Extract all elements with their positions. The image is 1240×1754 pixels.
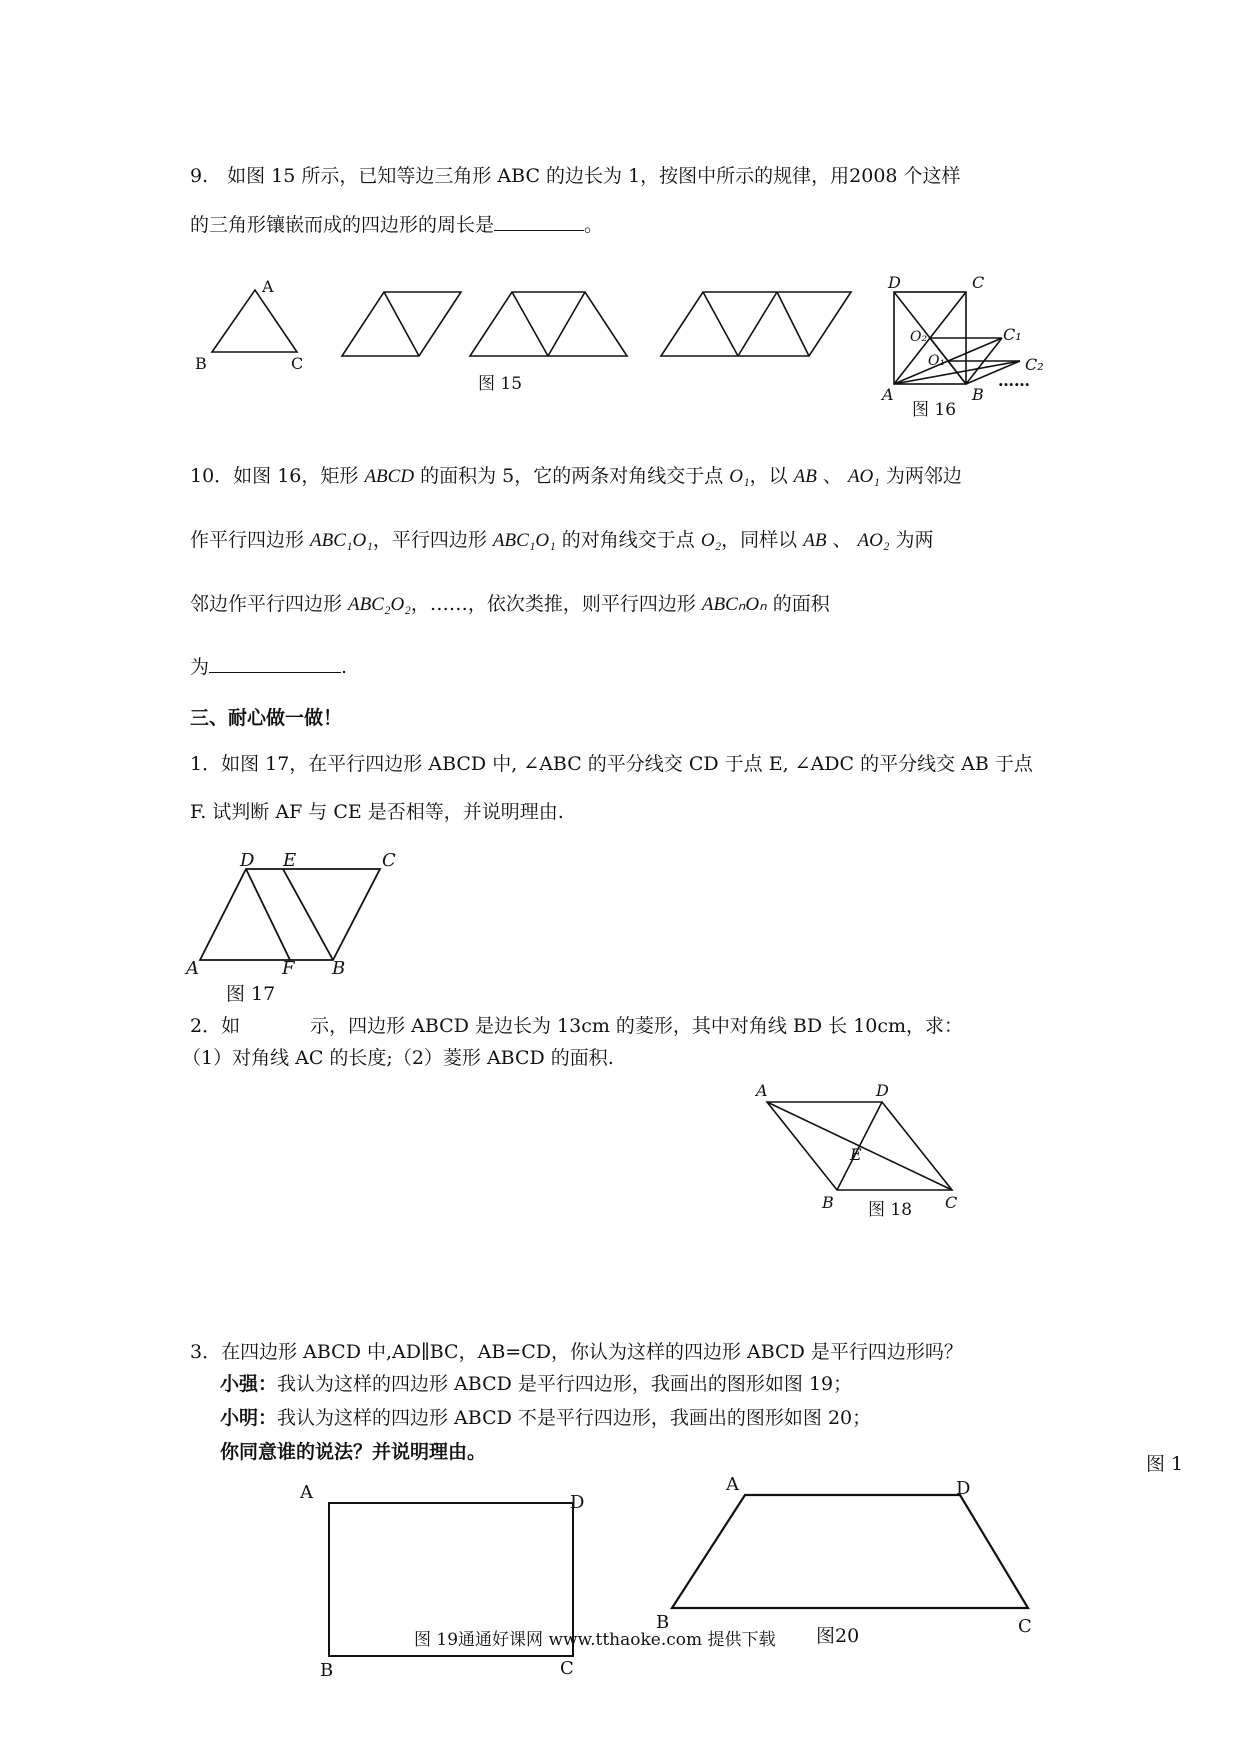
q2-line2: （1）对角线 AC 的长度;（2）菱形 ABCD 的面积.	[182, 1047, 614, 1069]
footer-watermark: 通通好课网 www.tthaoke.com 提供下载	[458, 1630, 776, 1650]
q10-l2g: ，同样以	[721, 529, 804, 551]
fig16-label-D: D	[888, 273, 901, 292]
q10-l1b: ABCD	[364, 466, 415, 487]
fig16-label-A: A	[882, 385, 894, 404]
q10-l1h: AO₁	[847, 466, 880, 487]
q10-l4b: .	[341, 656, 348, 678]
fig16-rectangle	[894, 292, 966, 384]
fig18-caption: 图 18	[868, 1200, 913, 1220]
q10-line3	[190, 592, 830, 617]
fig16-label-C1: C₁	[1003, 325, 1022, 344]
q10-l1i: 为两邻边	[879, 465, 962, 487]
section3-title: 三、耐心做一做！	[190, 707, 343, 729]
fig17-label-F: F	[282, 958, 295, 979]
fig15-shape-2	[342, 292, 461, 356]
fig15-label-C: C	[291, 354, 304, 373]
fig19-caption: 图 19	[414, 1630, 459, 1650]
q3-xiaoming-name: 小明：	[220, 1407, 278, 1429]
q10-l3c: ，……，依次类推，则平行四边形	[410, 593, 702, 615]
fig18-label-E: E	[850, 1145, 862, 1164]
fig17-label-D: D	[240, 850, 255, 871]
q9-line2-text: 的三角形镶嵌而成的四边形的周长是	[190, 214, 495, 236]
q10-l1a: 10．如图 16，矩形	[190, 465, 365, 487]
fig20-label-D: D	[956, 1478, 971, 1499]
q1-line1: 1．如图 17，在平行四边形 ABCD 中, ∠ABC 的平分线交 CD 于点 E, ∠ADC 的平分线交 AB 于点	[190, 753, 1033, 775]
q10-l4a: 为	[190, 656, 210, 678]
q10-line1	[190, 464, 962, 489]
q10-l2f: O₂	[700, 530, 722, 551]
q10-l1f: AB	[793, 466, 817, 487]
fig16-label-dots: ……	[998, 371, 1030, 390]
q10-l3a: 邻边作平行四边形	[190, 593, 349, 615]
q10-l3e: 的面积	[766, 593, 830, 615]
fig17-label-A: A	[186, 958, 199, 979]
q10-l3d: ABCₙOₙ	[701, 594, 767, 615]
q10-l1c: 的面积为 5，它的两条对角线交于点	[414, 465, 730, 487]
fig17-label-B: B	[332, 958, 346, 979]
q10-l2h: AB	[803, 530, 827, 551]
q10-line4	[190, 654, 347, 679]
q10-l1g: 、	[816, 465, 848, 487]
q10-l2d: ABC₁O₁	[492, 530, 556, 551]
q3-line1: 3．在四边形 ABCD 中,AD∥BC，AB=CD，你认为这样的四边形 ABCD 是平行四边形吗？	[190, 1341, 963, 1363]
fig18-label-D: D	[876, 1081, 889, 1100]
fig15-shape-4	[661, 292, 851, 356]
fig15-label-A: A	[262, 277, 274, 296]
fig17-caption: 图 17	[226, 983, 276, 1005]
fig15-label-B: B	[195, 354, 207, 373]
q3-side-label: 图 1	[1146, 1453, 1184, 1475]
q2-line1b: 示，四边形 ABCD 是边长为 13cm 的菱形，其中对角线 BD 长 10cm，求：	[310, 1015, 964, 1037]
fig15-caption: 图 15	[478, 374, 523, 394]
q9-answer-blank[interactable]	[494, 212, 584, 231]
fig17-label-E: E	[283, 850, 297, 871]
fig16-label-C: C	[972, 273, 985, 292]
fig19-label-A: A	[300, 1482, 313, 1503]
fig20-caption: 图20	[816, 1625, 860, 1647]
fig16-caption: 图 16	[912, 400, 957, 420]
fig19-caption-footer	[414, 1628, 776, 1652]
q10-l3b: ABC₂O₂	[348, 594, 411, 615]
fig20-label-B: B	[656, 1612, 670, 1633]
q9-line2	[190, 212, 603, 237]
q10-l2j: AO₂	[857, 530, 890, 551]
q10-l2i: 、	[826, 529, 858, 551]
q3-xiaoqiang-name: 小强：	[220, 1373, 278, 1395]
fig16-label-O1: O₁	[928, 353, 946, 369]
fig19-label-C: C	[560, 1658, 574, 1679]
fig19-label-D: D	[570, 1492, 585, 1513]
fig15-shape-3	[470, 292, 627, 356]
fig18-label-C: C	[945, 1193, 958, 1212]
q3-xiaoqiang	[220, 1372, 852, 1396]
fig20-label-C: C	[1018, 1616, 1032, 1637]
fig18-label-A: A	[756, 1081, 768, 1100]
fig16-label-O2: O₂	[910, 329, 928, 345]
fig17-label-C: C	[382, 850, 396, 871]
q3-xiaoming	[220, 1406, 871, 1430]
fig15-triangle-single	[212, 290, 297, 352]
q10-l2k: 为两	[889, 529, 934, 551]
q9-line1: 9. 如图 15 所示，已知等边三角形 ABC 的边长为 1，按图中所示的规律，用2008 个这样	[190, 165, 961, 187]
q10-l2b: ABC₁O₁	[310, 530, 373, 551]
fig20-label-A: A	[726, 1474, 739, 1495]
q10-l2e: 的对角线交于点	[555, 529, 701, 551]
q10-l2c: ，平行四边形	[372, 529, 493, 551]
fig18-label-B: B	[822, 1193, 834, 1212]
q10-line2	[190, 528, 934, 553]
q2-line1a: 2．如	[190, 1015, 241, 1037]
q10-l1d: O₁	[729, 466, 750, 487]
q3-xiaoming-text: 我认为这样的四边形 ABCD 不是平行四边形，我画出的图形如图 20；	[277, 1407, 872, 1429]
q2-line1	[190, 1014, 963, 1038]
q10-answer-blank[interactable]	[209, 654, 341, 673]
fig17-parallelogram	[200, 869, 380, 960]
q10-l2a: 作平行四边形	[190, 529, 311, 551]
q3-xiaoqiang-text: 我认为这样的四边形 ABCD 是平行四边形，我画出的图形如图 19；	[277, 1373, 853, 1395]
q3-question: 你同意谁的说法？并说明理由。	[220, 1441, 487, 1463]
q1-line2: F. 试判断 AF 与 CE 是否相等，并说明理由.	[190, 801, 564, 823]
fig20-trapezoid	[672, 1495, 1028, 1608]
fig16-label-B: B	[972, 385, 984, 404]
fig19-label-B: B	[320, 1660, 334, 1681]
fig16-label-C2: C₂	[1025, 355, 1044, 374]
q9-line2-end: 。	[584, 214, 604, 236]
q10-l1e: ，以	[749, 465, 794, 487]
